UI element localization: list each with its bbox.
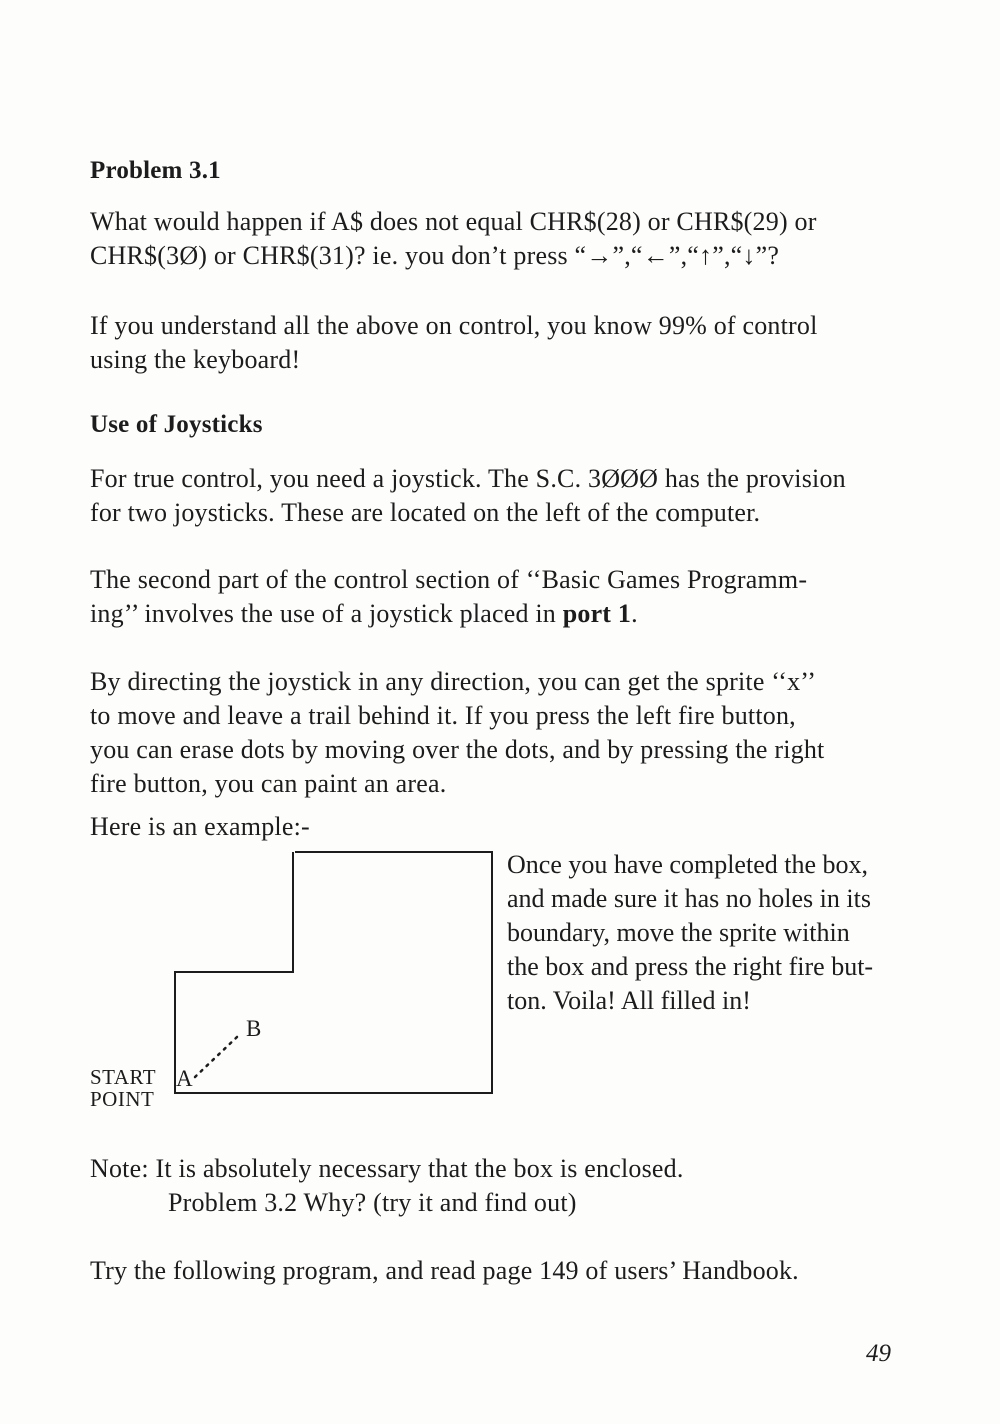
box-diagram	[80, 840, 510, 1120]
sprite-paragraph	[90, 665, 935, 801]
example-intro: Here is an example:-	[90, 812, 310, 841]
problem-heading: Problem 3.1	[90, 157, 221, 184]
box-outline	[175, 852, 492, 1093]
closing-paragraph: Try the following program, and read page 149 of users’ Handbook.	[90, 1256, 799, 1285]
start-label: START	[90, 1065, 157, 1089]
text-line: If you understand all the above on control, you know 99% of control	[90, 311, 818, 340]
text-line: CHR$(3Ø) or CHR$(31)? ie. you don’t press “→”,“←”,“↑”,“↓”?	[90, 241, 780, 270]
text-line: By directing the joystick in any direction, you can get the sprite ‘‘x’’	[90, 667, 817, 696]
problem-paragraph	[90, 205, 935, 273]
text-line: fire button, you can paint an area.	[90, 769, 447, 798]
text-line: for two joysticks. These are located on the left of the computer.	[90, 498, 761, 527]
text-line: to move and leave a trail behind it. If you press the left fire button,	[90, 701, 796, 730]
point-a-label: A	[176, 1066, 194, 1091]
text-line: The second part of the control section of ‘‘Basic Games Programm-	[90, 565, 808, 594]
text-line: the box and press the right fire but-	[507, 952, 874, 981]
text-fragment: ing’’ involves the use of a joystick placed in	[90, 599, 563, 628]
text-line: For true control, you need a joystick. The S.C. 3ØØØ has the provision	[90, 464, 846, 493]
text-fragment: .	[631, 599, 638, 628]
text-line	[90, 597, 935, 631]
text-line: ton. Voila! All filled in!	[507, 986, 751, 1015]
box-explanation	[507, 848, 937, 1018]
port-label: port 1	[562, 599, 632, 628]
page-number: 49	[866, 1340, 891, 1367]
joysticks-heading: Use of Joysticks	[90, 411, 263, 438]
text-line: you can erase dots by moving over the dots, and by pressing the right	[90, 735, 825, 764]
joystick-paragraph	[90, 462, 935, 530]
text-line: boundary, move the sprite within	[507, 918, 850, 947]
problem-3-2-line: Problem 3.2 Why? (try it and find out)	[168, 1188, 577, 1217]
keyboard-paragraph	[90, 309, 935, 377]
text-line: Once you have completed the box,	[507, 850, 868, 879]
note-paragraph	[90, 1152, 935, 1220]
path-a-to-b	[195, 1037, 237, 1077]
point-b-label: B	[246, 1016, 262, 1041]
text-line: and made sure it has no holes in its	[507, 884, 871, 913]
text-line: What would happen if A$ does not equal CHR$(28) or CHR$(29) or	[90, 207, 817, 236]
port-paragraph	[90, 563, 935, 631]
note-line: Note: It is absolutely necessary that the box is enclosed.	[90, 1154, 684, 1183]
point-label: POINT	[90, 1087, 155, 1111]
text-line: using the keyboard!	[90, 345, 301, 374]
